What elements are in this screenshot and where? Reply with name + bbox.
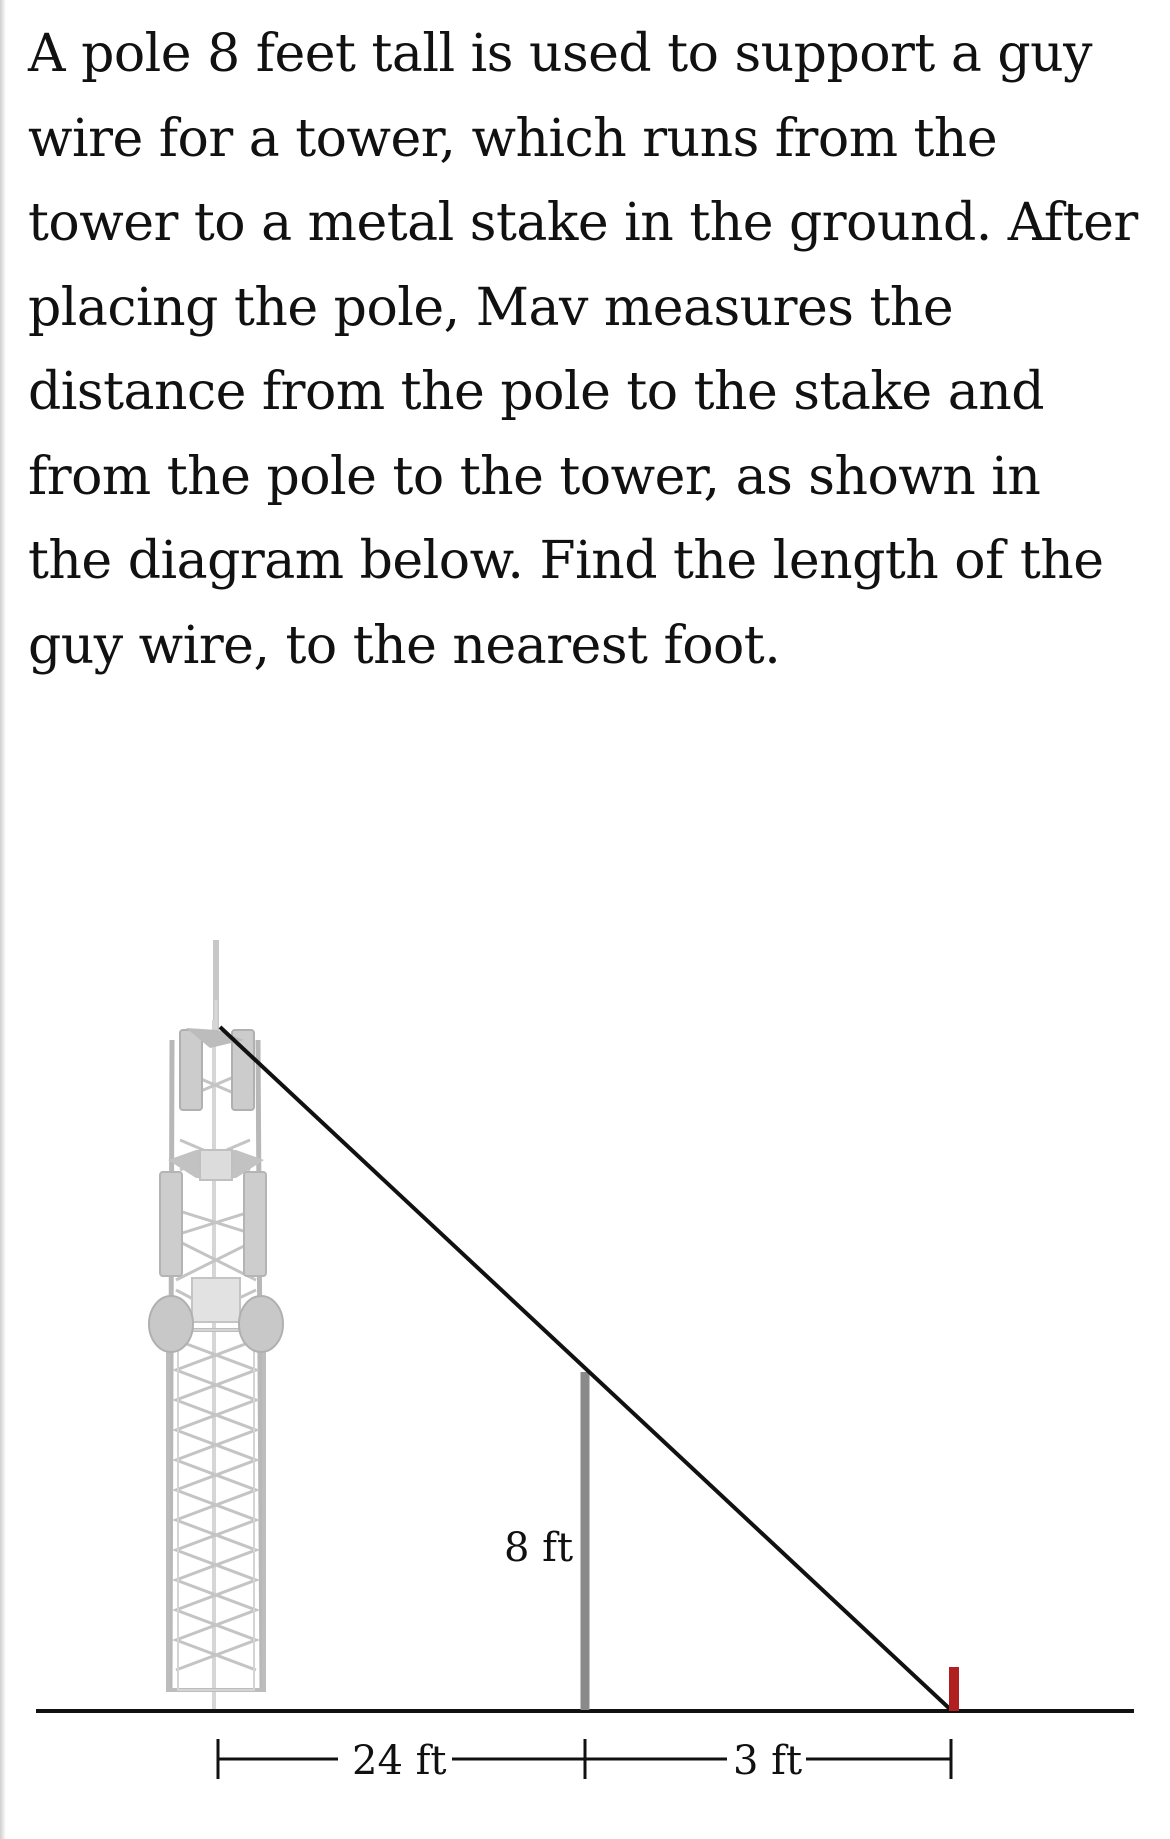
pole-height-label: 8 ft — [504, 1525, 574, 1571]
pole-to-stake-label: 3 ft — [733, 1738, 803, 1784]
tower-illustration — [149, 940, 283, 1710]
problem-text: A pole 8 feet tall is used to support a guy wire for a tower, which runs from the tower to a metal stake in the ground. After placing the pole, Mav measures the distance from the pole to the stake and from the pole to the tower, as shown in the diagram below. Find the length of the guy wire, to the nearest foot. — [28, 24, 1138, 676]
tower-to-pole-label: 24 ft — [352, 1738, 447, 1784]
metal-stake — [949, 1667, 959, 1711]
